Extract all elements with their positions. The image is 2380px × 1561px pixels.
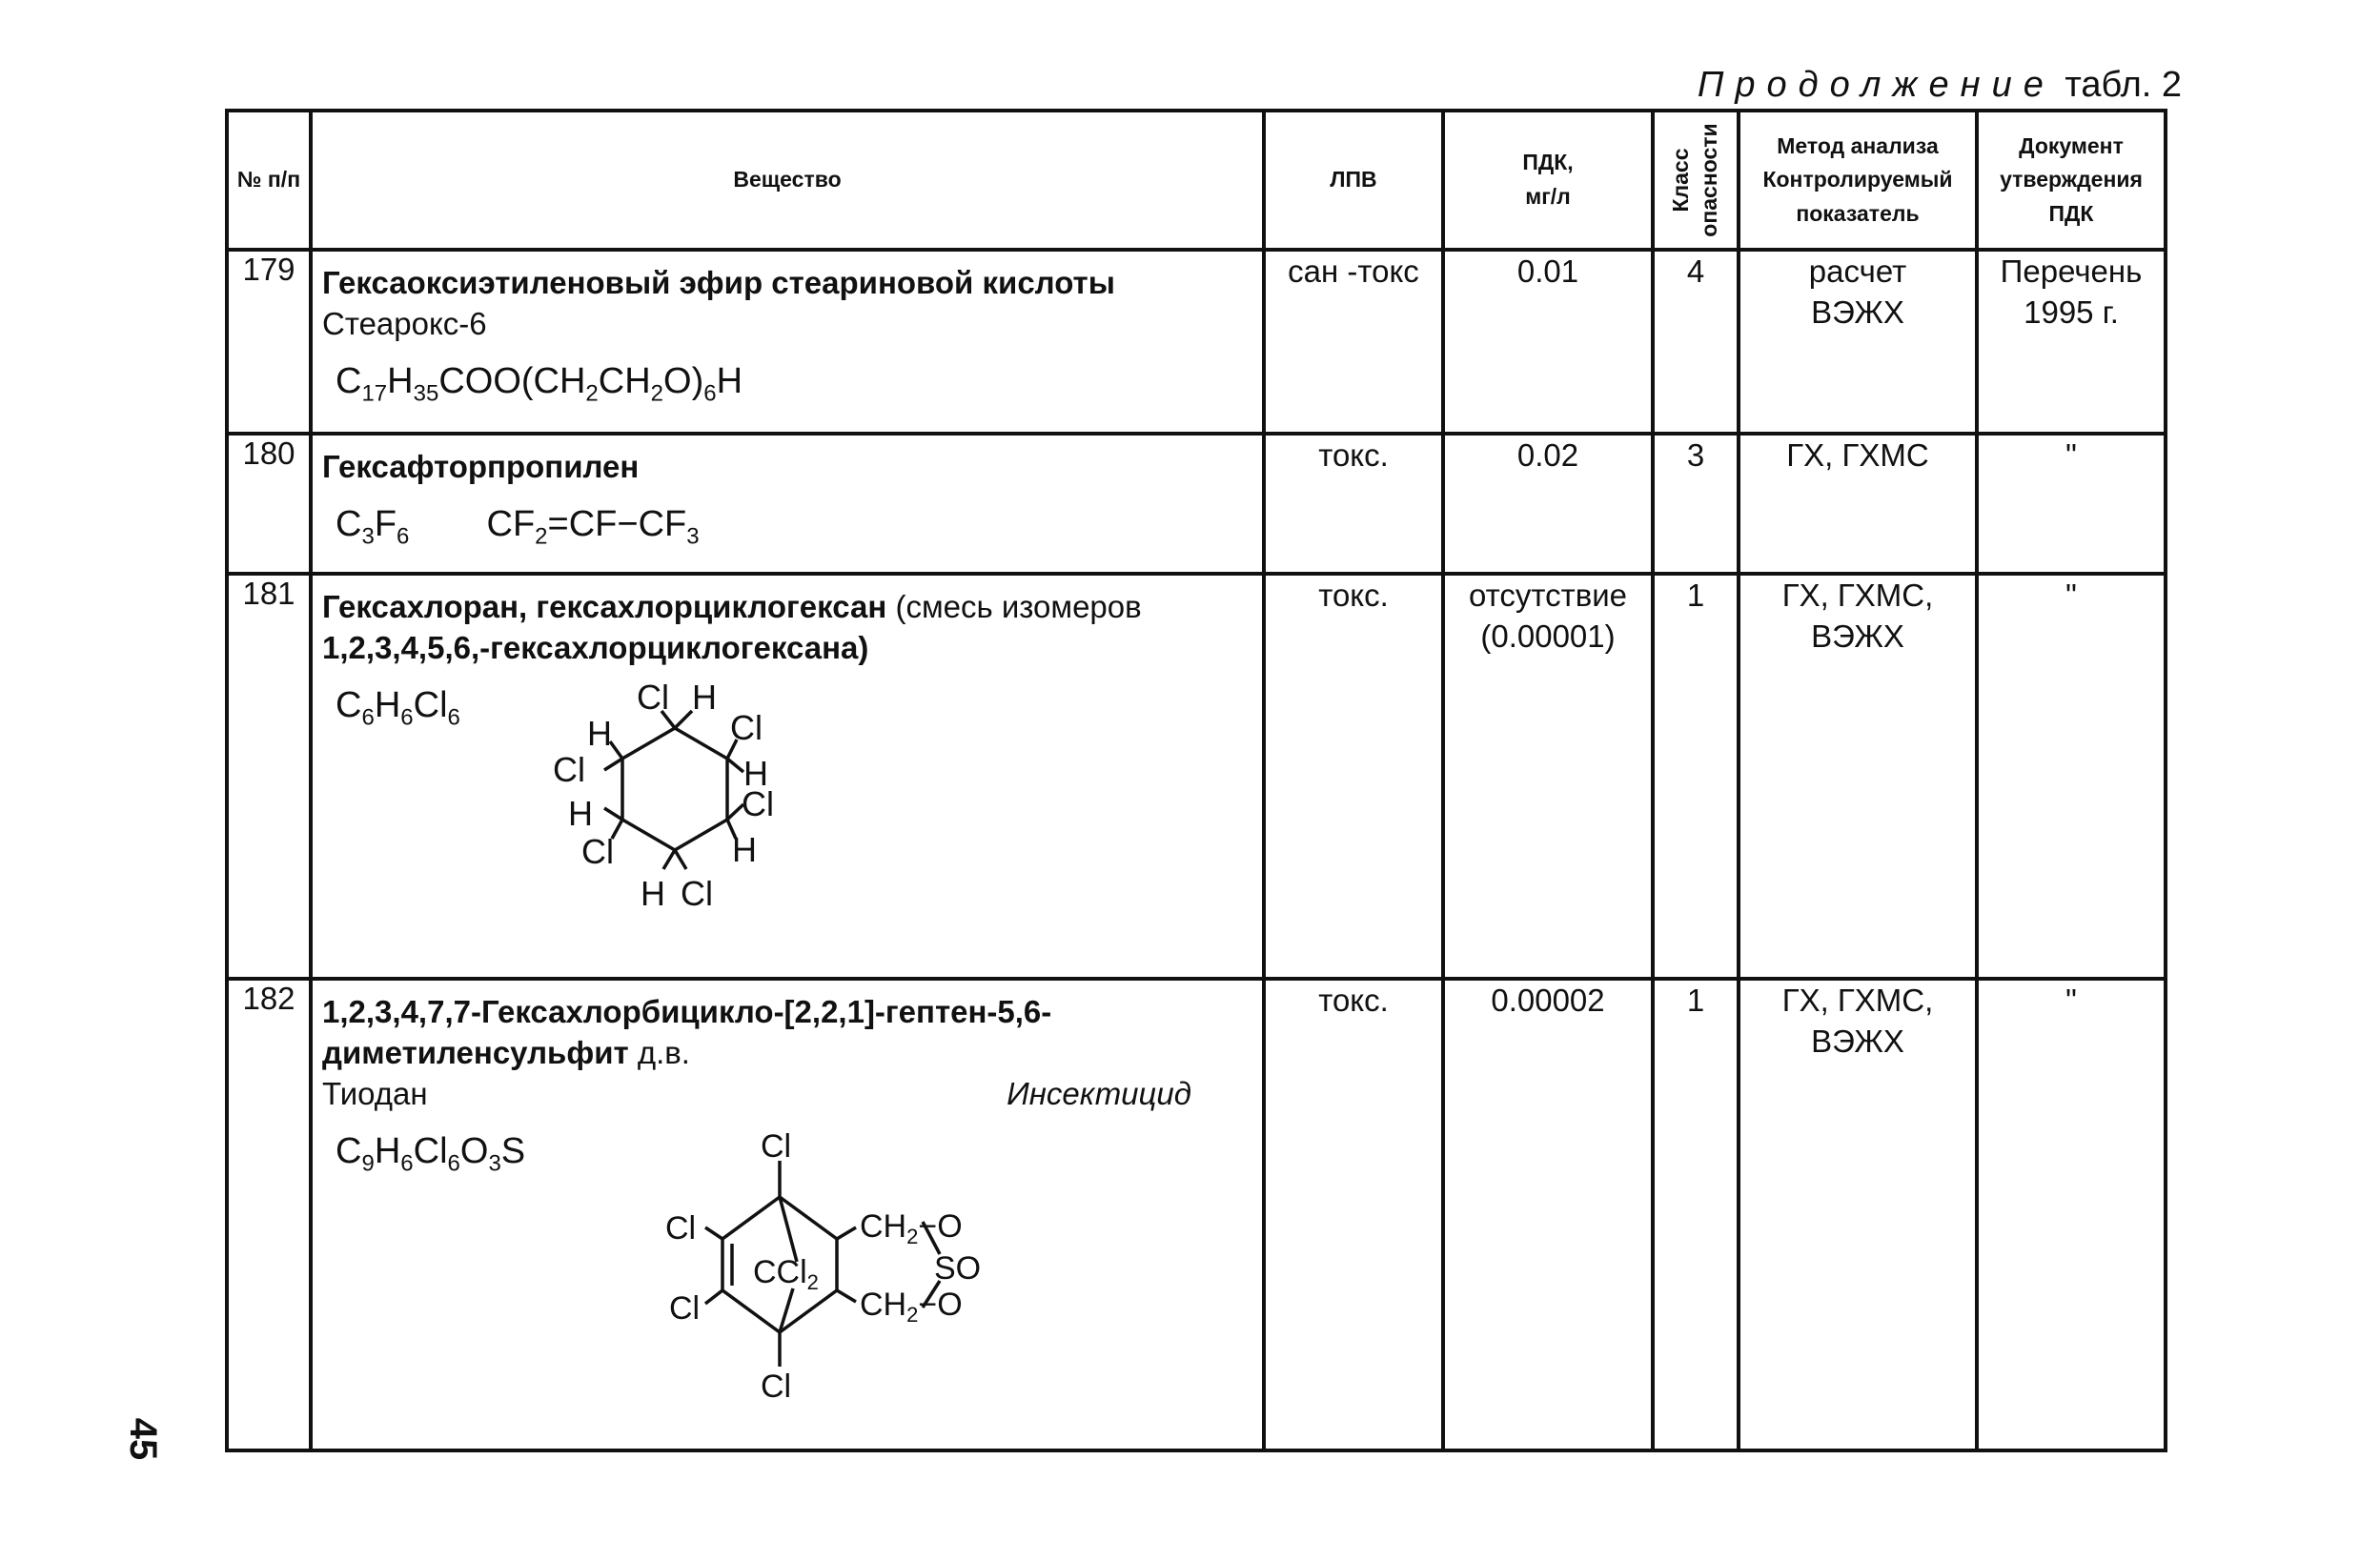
analysis-method (1739, 250, 1977, 434)
lpv-value: сан -токс (1264, 250, 1443, 434)
header-pdk-line2: мг/л (1525, 184, 1571, 209)
method-line1: ГХ, ГХМС, (1781, 578, 1934, 613)
thiodan-structure (637, 1128, 1085, 1414)
header-method-line2: Контролируемый (1762, 167, 1953, 193)
hazard-class: 1 (1653, 979, 1739, 1450)
structural-formula: $CF_2=CF-CF_3$ (486, 503, 700, 550)
atom-label: $CH_2-O$ (860, 1286, 963, 1327)
header-doc-line2: утверждения (2000, 167, 2143, 193)
pdk-value (1443, 574, 1653, 979)
pdk-line1: отсутствие (1468, 578, 1628, 613)
pdk-value: 0.02 (1443, 434, 1653, 574)
atom-label: Cl (761, 1368, 792, 1405)
header-lpv: ЛПВ (1264, 111, 1443, 250)
header-num: № п/п (227, 111, 311, 250)
table-row (227, 250, 2166, 434)
hazard-class: 1 (1653, 574, 1739, 979)
analysis-method: ГХ, ГХМС (1739, 434, 1977, 574)
atom-label: Cl (665, 1209, 697, 1247)
substance-name: Гексафторпропилен (322, 449, 640, 484)
chemical-formula: $C_9H_6Cl_6O_3S$ (336, 1130, 526, 1177)
method-line2: ВЭЖХ (1811, 618, 1904, 654)
substance-name: Гексахлоран, гексахлорциклогексан (322, 589, 887, 624)
header-method-line1: Метод анализа (1777, 132, 1939, 158)
atom-label: Cl (669, 1289, 701, 1327)
atom-label: Cl (681, 873, 713, 913)
pdk-value: 0.01 (1443, 250, 1653, 434)
table-continuation-label (1698, 65, 2182, 106)
atom-label: Cl (553, 749, 585, 789)
doc-line1: Перечень (2000, 253, 2143, 289)
substance-cell (311, 434, 1264, 574)
chemical-formula: $C_{17}H_{35}COO(CH_2CH_2O)_6H$ (336, 360, 743, 407)
substances-table (225, 109, 2167, 1452)
continuation-word: Продолжение (1697, 65, 2055, 105)
header-doc-line1: Документ (2019, 132, 2124, 158)
pdk-value: 0.00002 (1443, 979, 1653, 1450)
doc-line2: 1995 г. (2024, 294, 2119, 330)
substance-name-line1: 1,2,3,4,7,7-Гексахлорбицикло-[2,2,1]-гептен-5,6- (322, 994, 1052, 1029)
table-row (227, 574, 2166, 979)
lpv-value: токс. (1264, 574, 1443, 979)
substance-note: (смесь изомеров (895, 589, 1142, 624)
approval-document: " (1977, 979, 2166, 1450)
hazard-class: 3 (1653, 434, 1739, 574)
continuation-table-ref: табл. 2 (2065, 65, 2182, 105)
substance-cell (311, 574, 1264, 979)
atom-label: Cl (742, 783, 774, 823)
table-row (227, 434, 2166, 574)
header-class-line1: Класс (1668, 148, 1694, 213)
table-header-row (227, 111, 2166, 250)
table-row (227, 979, 2166, 1450)
atom-label: SO (934, 1249, 982, 1287)
chemical-formula: $C_3F_6$ (336, 503, 410, 550)
atom-label: $CH_2-O$ (860, 1207, 963, 1248)
hazard-class: 4 (1653, 250, 1739, 434)
atom-label: Cl (581, 831, 614, 871)
atom-label: CCl$_2$ (753, 1253, 819, 1294)
header-class-line2: опасности (1697, 123, 1721, 237)
atom-label: Cl (637, 681, 669, 717)
pdk-line2: (0.00001) (1480, 618, 1616, 654)
header-class (1653, 111, 1739, 250)
row-number: 180 (227, 434, 311, 574)
substance-use: Инсектицид (1007, 1075, 1191, 1111)
analysis-method (1739, 979, 1977, 1450)
lpv-value: токс. (1264, 979, 1443, 1450)
header-doc-line3: ПДК (2048, 200, 2094, 226)
header-doc (1977, 111, 2166, 250)
header-method-line3: показатель (1796, 200, 1920, 226)
substance-name-line2: 1,2,3,4,5,6,-гексахлорциклогексана) (322, 629, 869, 665)
atom-label: H (732, 829, 757, 869)
substance-synonym: Стеарокс-6 (322, 305, 487, 341)
row-number: 181 (227, 574, 311, 979)
atom-label: H (568, 793, 593, 833)
analysis-method (1739, 574, 1977, 979)
substance-name-line2: диметиленсульфит (322, 1034, 629, 1070)
header-pdk-line1: ПДК, (1522, 150, 1574, 175)
atom-label: H (743, 753, 768, 793)
approval-document: " (1977, 574, 2166, 979)
row-number: 182 (227, 979, 311, 1450)
atom-label: H (692, 681, 717, 717)
atom-label: H (587, 713, 612, 753)
hexachlorocyclohexane-structure (541, 682, 846, 930)
method-line1: расчет (1808, 253, 1907, 289)
atom-label: Cl (761, 1127, 792, 1165)
header-pdk (1443, 111, 1653, 250)
substance-synonym: Тиодан (322, 1075, 428, 1111)
atom-label: Cl (730, 707, 763, 747)
atom-label: H (641, 873, 665, 913)
method-line1: ГХ, ГХМС, (1781, 983, 1934, 1018)
approval-document: " (1977, 434, 2166, 574)
header-method (1739, 111, 1977, 250)
lpv-value: токс. (1264, 434, 1443, 574)
header-substance: Вещество (311, 111, 1264, 250)
method-line2: ВЭЖХ (1811, 1023, 1904, 1059)
row-number: 179 (227, 250, 311, 434)
method-line2: ВЭЖХ (1811, 294, 1904, 330)
chemical-formula: $C_6H_6Cl_6$ (336, 684, 460, 731)
substance-cell (311, 979, 1264, 1450)
approval-document (1977, 250, 2166, 434)
substance-name-suffix: д.в. (637, 1034, 690, 1070)
substance-cell (311, 250, 1264, 434)
substance-name: Гексаоксиэтиленовый эфир стеариновой кислоты (322, 265, 1115, 300)
page-number: 45 (122, 1417, 165, 1461)
